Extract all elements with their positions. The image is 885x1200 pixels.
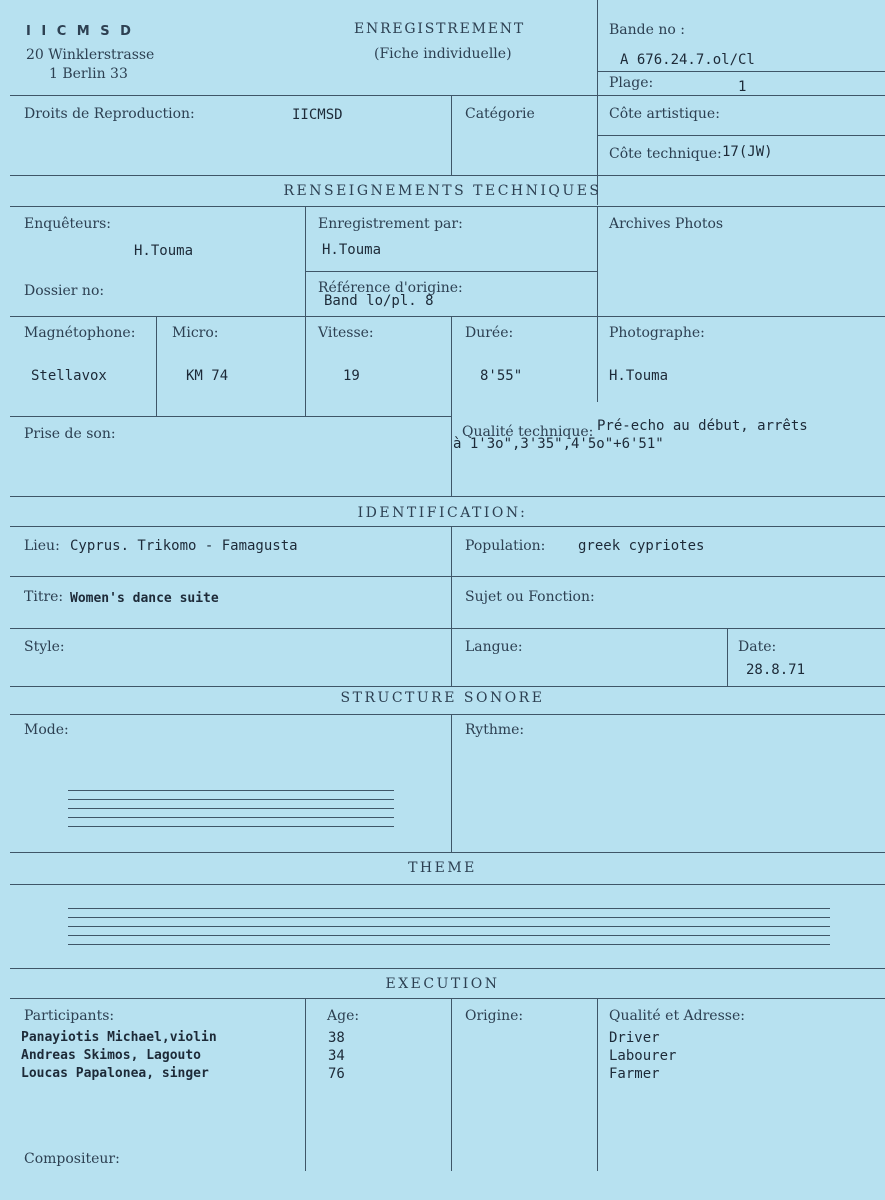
identification-divider	[451, 526, 452, 686]
micro-label: Micro:	[172, 325, 219, 341]
cote-technique-label: Côte technique:	[609, 146, 722, 162]
vitesse-value: 19	[343, 368, 360, 384]
structure-top-rule	[10, 686, 885, 687]
participant-occupation: Driver	[609, 1030, 660, 1046]
droits-label: Droits de Reproduction:	[24, 106, 195, 122]
participant-occupation: Farmer	[609, 1066, 660, 1082]
execution-top-rule	[10, 968, 885, 969]
qualite-adresse-label: Qualité et Adresse:	[609, 1008, 745, 1024]
bande-value: A 676.24.7.ol/Cl	[620, 52, 755, 68]
dossier-label: Dossier no:	[24, 283, 105, 299]
identification-title-rule	[10, 526, 885, 527]
bande-underline	[597, 71, 885, 72]
org-address-street: 20 Winklerstrasse	[26, 47, 155, 63]
duree-value: 8'55"	[480, 368, 523, 384]
cote-artistique-label: Côte artistique:	[609, 106, 720, 122]
theme-top-rule	[10, 852, 885, 853]
mode-label: Mode:	[24, 722, 69, 738]
section-title-structure: STRUCTURE SONORE	[340, 690, 545, 706]
theme-title-rule	[10, 884, 885, 885]
theme-staff-line	[68, 935, 830, 936]
sujet-label: Sujet ou Fonction:	[465, 589, 595, 605]
age-divider	[305, 998, 306, 1171]
titre-label: Titre:	[24, 589, 64, 605]
photographe-divider	[597, 316, 598, 402]
equipment-bottom-rule	[10, 416, 451, 417]
categorie-divider	[451, 95, 452, 175]
titre-bottom-rule	[10, 628, 885, 629]
age-label: Age:	[327, 1008, 360, 1024]
reference-label: Référence d'origine:	[318, 280, 463, 296]
lieu-bottom-rule	[10, 576, 885, 577]
categorie-label: Catégorie	[465, 106, 535, 122]
reference-value: Band lo/pl. 8	[324, 293, 434, 309]
micro-value: KM 74	[186, 368, 229, 384]
structure-title-rule	[10, 714, 885, 715]
section-title-execution: EXECUTION	[385, 976, 500, 992]
mode-staff-line	[68, 826, 394, 827]
org-address-city: 1 Berlin 33	[49, 66, 128, 82]
rythme-divider	[451, 714, 452, 852]
participant-age: 38	[328, 1030, 345, 1046]
participant-age: 34	[328, 1048, 345, 1064]
rythme-label: Rythme:	[465, 722, 525, 738]
enqueteurs-label: Enquêteurs:	[24, 216, 112, 232]
archives-label: Archives Photos	[609, 216, 724, 232]
equipment-top-rule	[10, 316, 885, 317]
vitesse-label: Vitesse:	[318, 325, 374, 341]
theme-staff-line	[68, 944, 830, 945]
theme-staff-line	[68, 917, 830, 918]
rights-bottom-rule	[10, 175, 885, 176]
enqueteurs-value: H.Touma	[134, 243, 194, 259]
droits-value: IICMSD	[292, 107, 343, 123]
plage-label: Plage:	[609, 75, 654, 91]
mode-staff-line	[68, 817, 394, 818]
enregistrement-value: H.Touma	[322, 242, 382, 258]
header-bottom-rule	[10, 95, 885, 96]
duree-divider	[451, 316, 452, 496]
titre-value: Women's dance suite	[70, 591, 219, 606]
population-value: greek cypriotes	[578, 538, 705, 554]
cote-divider	[597, 135, 885, 136]
origine-divider	[451, 998, 452, 1171]
population-label: Population:	[465, 538, 546, 554]
qualite-technique-label: Qualité technique:	[462, 424, 594, 440]
tech-title-rule	[10, 206, 885, 207]
theme-staff-line	[68, 926, 830, 927]
micro-divider	[156, 316, 157, 416]
bande-label: Bande no :	[609, 22, 685, 38]
mode-staff-line	[68, 790, 394, 791]
participant-age: 76	[328, 1066, 345, 1082]
participant-name: Loucas Papaloneа, singer	[21, 1066, 209, 1081]
compositeur-label: Compositeur:	[24, 1151, 120, 1167]
org-name: I I C M S D	[26, 24, 134, 39]
langue-label: Langue:	[465, 639, 523, 655]
origine-label: Origine:	[465, 1008, 524, 1024]
section-title-identification: IDENTIFICATION:	[357, 505, 528, 521]
style-label: Style:	[24, 639, 65, 655]
vitesse-divider	[305, 316, 306, 416]
card-subtitle: (Fiche individuelle)	[374, 46, 512, 62]
section-title-technical: RENSEIGNEMENTS TECHNIQUES	[283, 183, 602, 199]
section-title-theme: THEME	[408, 860, 477, 876]
plage-value: 1	[738, 79, 747, 95]
enregistrement-divider	[305, 206, 306, 316]
enregistrement-label: Enregistrement par:	[318, 216, 463, 232]
participant-occupation: Labourer	[609, 1048, 677, 1064]
photographe-value: H.Touma	[609, 368, 669, 384]
identification-top-rule	[10, 496, 885, 497]
lieu-label: Lieu:	[24, 538, 60, 554]
mode-staff-line	[68, 799, 394, 800]
card-title: ENREGISTREMENT	[354, 21, 525, 37]
archives-divider	[597, 206, 598, 316]
reference-top-rule	[305, 271, 597, 272]
execution-title-rule	[10, 998, 885, 999]
prise-label: Prise de son:	[24, 426, 116, 442]
magnetophone-value: Stellavox	[31, 368, 107, 384]
magnetophone-label: Magnétophone:	[24, 325, 136, 341]
photographe-label: Photographe:	[609, 325, 705, 341]
qualite-technique-value: Pré-echo au début, arrêts	[597, 418, 808, 434]
participant-name: Panayiotis Michael,violin	[21, 1030, 217, 1045]
cote-technique-value: 17(JW)	[722, 144, 773, 160]
participant-name: Andreas Skimos, Lagouto	[21, 1048, 202, 1063]
date-divider	[727, 628, 728, 686]
lieu-value: Cyprus. Trikomo - Famagusta	[70, 538, 298, 554]
mode-staff-line	[68, 808, 394, 809]
participants-label: Participants:	[24, 1008, 115, 1024]
qualite-adresse-divider	[597, 998, 598, 1171]
duree-label: Durée:	[465, 325, 514, 341]
date-value: 28.8.71	[746, 662, 806, 678]
qualite-technique-value-cont: à 1'3o",3'35",4'5o"+6'51"	[453, 436, 664, 452]
theme-staff-line	[68, 908, 830, 909]
date-label: Date:	[738, 639, 777, 655]
